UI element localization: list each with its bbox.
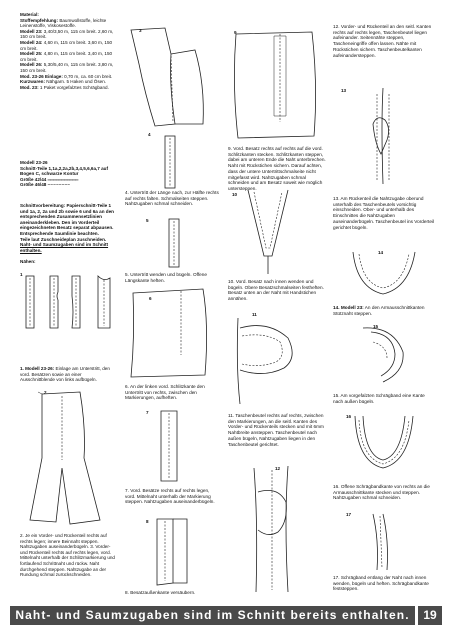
prep-block [20,203,116,265]
fig-num-3: 3 [139,28,142,33]
step-14 [333,305,435,316]
page-number: 19 [418,606,442,625]
step-5-text: 5. Untertritt wenden und bügeln. Offene Längskante heften. [125,272,207,283]
step-9-text: 9. Vord. Besatz rechts auf rechts auf die vord. Schlitzkanten stecken. Schlitzkanten steppen, dabei am unteren Ende die Naht unterbrechen. Naht mit Rückstichen sichern. Darauf achten, dass der untere Untertrittschmalseite nicht mitgefasst wird. Nahtzugaben schmal schneiden und am Besatz soweit wie möglich untersteppen. [228,146,326,191]
fig-num-4: 4 [148,132,151,137]
prep-text: Papierschnitt-Teile 1 und 1a, 2, 2a und 2b sowie 6 und 6a an den entsprechenden Zusammensetzlinien aneinanderkleben. Den im Vorderteil eingezeichneten Besatz separat abpausen. Entsprechende Saumlinie beachten. [20,203,114,236]
size1-label: Größe 42/44 [20,176,47,182]
step-12 [333,24,435,58]
step-6-text: 6. An der linken vord. Schlitzkante den Untertritt von rechts, zwischen den Markierungen, aufheften. [125,384,205,401]
m24-text: 4,60 m, 115 cm breit. 3,60 m, 150 cm breit. [20,39,113,51]
fig-num-5: 5 [146,218,149,223]
kurzwaren-text: Nähgarn. 5 Haken und Ösen. [46,79,107,85]
pattern-info [20,160,116,188]
fig-num-1: 1 [20,272,23,277]
step-16-text: 16. Offene Schrägbandkante von rechts an die Armausschnittkante stecken und steppen. Nahtzugaben schmal schneiden. [333,484,430,501]
figure-17-binding [333,510,433,575]
step-1-text: Einlage am Unterstritt, den vord. Besätzen sowie an einer Ausschnittblende von links aufbügeln. [20,366,110,383]
step-5 [125,272,221,283]
figure-14-armhole [333,248,433,303]
m23-label: Modell 23: [20,28,43,34]
step-1-label: 1. Modell 23-26: [20,366,55,371]
step-10-text: 10. Vord. Besatz nach innen wenden und bügeln. Obere Besatzschmalseiten festheften. Besatz unten an der Naht mit Handstichen annähen. [228,279,324,302]
step-4-text: 4. Untertritt der Länge nach, zur Hälfte rechts auf rechts falten. Schmalseiten steppen. Nahtzugaben schmal schneiden. [125,190,219,207]
prep-heading: Schnittvorbereitung: [20,203,66,208]
figure-5-underlap [125,215,225,270]
step-2-3-text: 2. Je ein Vorder- und Rückenteil rechts auf rechts legen; innere Beinnaht steppen. Nahtzugaben auseinanderbügeln. 3. Vorder- und Rückenteil rechts auf rechts legen, vord. Mittelnaht unterhalb der Schlitzmarkierung und fortlaufend Schrittnaht und rückw. Naht durchgehend steppen. Nahtzugabe an der Rundung schmal zurückschneiden. [20,533,115,578]
figure-15-bias-binding [333,322,433,387]
m26-label: Modell 26: [20,62,43,68]
fig-num-15: 15 [373,324,379,329]
step-1 [20,366,116,383]
fig-num-6: 6 [149,296,152,301]
pattern-sheet: Schnitt-Teile 1,1a,2,2a,2b,3,4,5,6,6a,7 auf Bogen C, schwarze Kontur [20,165,109,177]
figure-11-pocket [228,308,328,408]
m23-text: 3,40/3,50 m, 115 cm breit. 2,60 m, 150 cm breit. [20,28,114,40]
step-8 [125,590,221,596]
fig-num-11: 11 [252,312,257,317]
step-13 [333,196,435,230]
prep-seam-note: Naht- und Saumzugaben sind im Schnitt enthalten. [20,242,109,253]
step-11 [228,413,328,447]
step-10 [228,279,328,302]
figure-1-strips [20,272,120,332]
einlage-text: 0,70 m, ca. 60 cm breit. [64,73,113,79]
step-17 [333,575,435,592]
m25-text: 4,80 m, 115 cm breit. 3,40 m, 150 cm breit. [20,51,113,62]
step-6 [125,384,221,401]
size2: Größe 46/48 – – – – – – – – [20,182,70,188]
figure-10-front [228,186,328,276]
materials-heading: Material: [20,12,39,17]
m26-text: 5,30/5,40 m, 115 cm breit. 3,80 m, 150 cm breit. [20,62,114,73]
step-14-label: 14. Modell 23: [333,305,364,310]
step-11-text: 11. Taschenbeutel rechts auf rechts, zwischen den Markierungen, an die seitl. Kanten des Vorder- und Rückenteils stecken und mit 6mm Nahtbreite ansteppen. Taschenbeutel nach außen bügeln, Nahtzugaben liegen in den Taschenbeutel gerichtet. [228,413,324,447]
fig-num-12: 12 [275,466,281,471]
materials-block [20,12,116,90]
figure-16-armhole-binding [333,412,433,482]
fabric-label: Stoffempfehlung: [20,17,59,23]
step-7-text: 7. Vord. Besätze rechts auf rechts legen, vord. Mittelnaht unterhalb der Markierung steppen. Nahtzugaben auseinanderbügeln. [125,488,215,505]
figure-6-front [125,285,225,380]
size1: Größe 42/44 ═══════════ [20,176,78,182]
fig-num-7: 7 [146,410,149,415]
fig-num-14: 14 [378,250,384,255]
step-14-text: An den Armausschnittkanten Stütznaht steppen. [333,305,425,316]
prep-text2: Teile laut Zuschneideplan zuschneiden. [20,236,107,242]
figure-12-side-seam [228,462,328,597]
m24-label: Modell 24: [20,39,43,45]
figure-7-facing [125,405,225,485]
pattern-model: Modell 23-26 [20,160,48,165]
fig-num-9: 9 [234,30,237,35]
figure-8-facing [125,515,225,590]
fig-num-10: 10 [232,192,238,197]
size2-label: Größe 46/48 [20,182,47,188]
step-2-3 [20,533,116,578]
figure-9-front [228,26,328,141]
footer-seam-note: Naht- und Saumzugaben sind im Schnitt bereits enthalten. [10,606,415,625]
step-16 [333,484,435,501]
m25-label: Modell 25: [20,51,43,57]
fig-num-17: 17 [346,512,352,517]
step-13-text: 13. Am Rückenteil die Nahtzugabe oberund unterhalb des Taschenbeutels vorsichtig einschneiden. Ober- und unterhalb des Einschnittes die Nahtzugaben auseinanderbügeln. Taschenbeutel ins Vorderteil gerichtet bügeln. [333,196,435,230]
naehen-heading: Nähen: [20,259,36,265]
kurzwaren-label: Kurzwaren: [20,79,46,85]
figure-13-seam [333,84,433,189]
fig-num-16: 16 [346,414,352,419]
step-12-text: 12. Vorder- und Rückenteil an den seitl. Kanten rechts auf rechts legen, Taschenbeutel liegen aufeinander. Seitennähte steppen, Tascheneingriffe offen lassen. Nähte mit Rückstichen sichern. Taschenbeutelkanten aufeinandersteppen. [333,24,432,58]
step-15 [333,393,435,404]
m23b-label: Mod. 23: [20,84,39,90]
einlage-label: Mod. 23-26 Einlage: [20,73,63,79]
step-7 [125,488,221,505]
fig-num-2: 2 [44,390,47,395]
figure-2-pants [20,388,120,528]
step-8-text: 8. Besatzaußenkante versäubern. [125,590,196,595]
step-15-text: 15. Am vorgefalzten Schrägband eine Kante nach außen bügeln. [333,393,425,404]
step-9 [228,146,328,192]
step-4 [125,190,221,207]
figure-3-trouser-leg [125,24,225,129]
step-17-text: 17. Schrägband entlang der Naht nach innen wenden, bügeln und heften. Schrägbandkante feststeppen. [333,575,429,592]
m23b-text: 1 Paket vorgefalztes Schrägband. [39,84,109,90]
fabric-text: Baumwollstoffe, leichte Leinenstoffe, Viskosestoffe. [20,17,107,29]
fig-num-13: 13 [341,88,347,93]
fig-num-8: 8 [146,519,149,524]
figure-4-underlap [125,130,225,190]
